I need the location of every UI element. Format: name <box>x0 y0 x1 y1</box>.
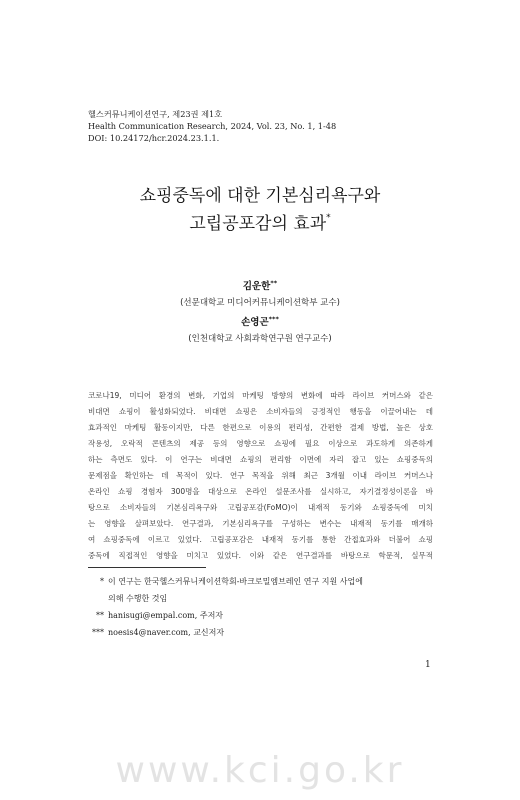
author-2-mark: *** <box>268 314 279 323</box>
abstract-line: 온라인 쇼핑 경험자 300명을 대상으로 온라인 설문조사를 실시하고, 자기결정성이론을 바 <box>88 487 433 496</box>
author-1-mark: ** <box>270 278 278 287</box>
abstract-line: 효과적인 마케팅 활동이지만, 다른 한편으로 이용의 편리성, 간편한 결제 방법, 높은 상호 <box>88 423 433 432</box>
title-text-2: 고립공포감의 효과 <box>189 214 327 234</box>
abstract-line: 비대면 쇼핑이 활성화되었다. 비대면 쇼핑은 소비자들의 긍정적인 행동을 이끌어내는 데 <box>88 407 433 416</box>
footnote-text: hanisugi@empal.com, 주저자 <box>108 611 224 620</box>
author-2-affiliation: (인천대학교 사회과학연구원 연구교수) <box>188 334 332 344</box>
author-2 <box>60 314 460 328</box>
abstract-line: 작용성, 오락적 콘텐츠의 제공 등의 영향으로 쇼핑에 필요 이상으로 과도하게 의존하게 <box>88 439 433 448</box>
title-footnote-mark: * <box>326 213 331 224</box>
abstract-line: 여 쇼핑중독에 이르고 있었다. 고립공포감은 내재적 동기를 통한 간접효과와 더불어 쇼핑 <box>88 535 433 544</box>
author-1-name: 김운한 <box>242 281 271 292</box>
paper-title-line-1 <box>60 181 460 206</box>
abstract-line: 탕으로 소비자들의 기본심리욕구와 고립공포감(FoMO)이 내재적 동기와 쇼핑중독에 미치 <box>88 503 433 512</box>
footnotes <box>88 573 438 641</box>
watermark: www.kci.go.kr <box>115 750 405 791</box>
footnote-funding-cont <box>88 590 438 607</box>
paper-title-line-2 <box>60 209 460 234</box>
abstract-line: 코로나19, 미디어 환경의 변화, 기업의 마케팅 방향의 변화에 따라 라이브 커머스와 같은 <box>88 391 433 400</box>
journal-doi-line: DOI: 10.24172/hcr.2024.23.1.1. <box>88 133 220 143</box>
footnote-text: 이 연구는 한국헬스커뮤니케이션학회-바크로밀엠브레인 연구 지원 사업에 <box>108 577 363 586</box>
footnote-mark: ** <box>96 611 104 620</box>
footnote-funding <box>88 573 438 590</box>
footnote-mark: * <box>100 577 104 586</box>
footnote-divider <box>88 567 206 568</box>
footnote-first-author <box>88 607 438 624</box>
footnote-corresponding-author <box>88 624 438 641</box>
page-number: 1 <box>425 660 431 670</box>
author-1 <box>60 278 460 292</box>
abstract-line: 중독에 직접적인 영향을 미치고 있었다. 이와 같은 연구결과를 바탕으로 학문적, 실무적 <box>88 551 433 560</box>
abstract-line: 문제점을 확인하는 데 목적이 있다. 연구 목적을 위해 최근 3개월 이내 라이브 커머스나 <box>88 471 433 480</box>
title-text-1: 쇼핑중독에 대한 기본심리욕구와 <box>139 186 381 206</box>
footnote-text: noesis4@naver.com, 교신저자 <box>108 628 225 637</box>
abstract-line: 는 영향을 살펴보았다. 연구결과, 기본심리욕구를 구성하는 변수는 내재적 동기를 매개하 <box>88 519 433 528</box>
abstract-line: 하는 측면도 있다. 이 연구는 비대면 쇼핑의 편리함 이면에 자리 잡고 있는 쇼핑중독의 <box>88 455 433 464</box>
abstract <box>88 388 433 564</box>
journal-header <box>88 108 448 144</box>
footnote-mark: *** <box>92 628 104 637</box>
journal-korean-line: 헬스커뮤니케이션연구, 제23권 제1호 <box>88 109 223 119</box>
journal-english-line: Health Communication Research, 2024, Vol. 23, No. 1, 1-48 <box>88 121 337 131</box>
footnote-text: 의해 수행한 것임 <box>108 594 168 603</box>
author-1-affiliation: (선문대학교 미디어커뮤니케이션학부 교수) <box>180 298 340 308</box>
author-2-name: 손영곤 <box>241 317 269 328</box>
